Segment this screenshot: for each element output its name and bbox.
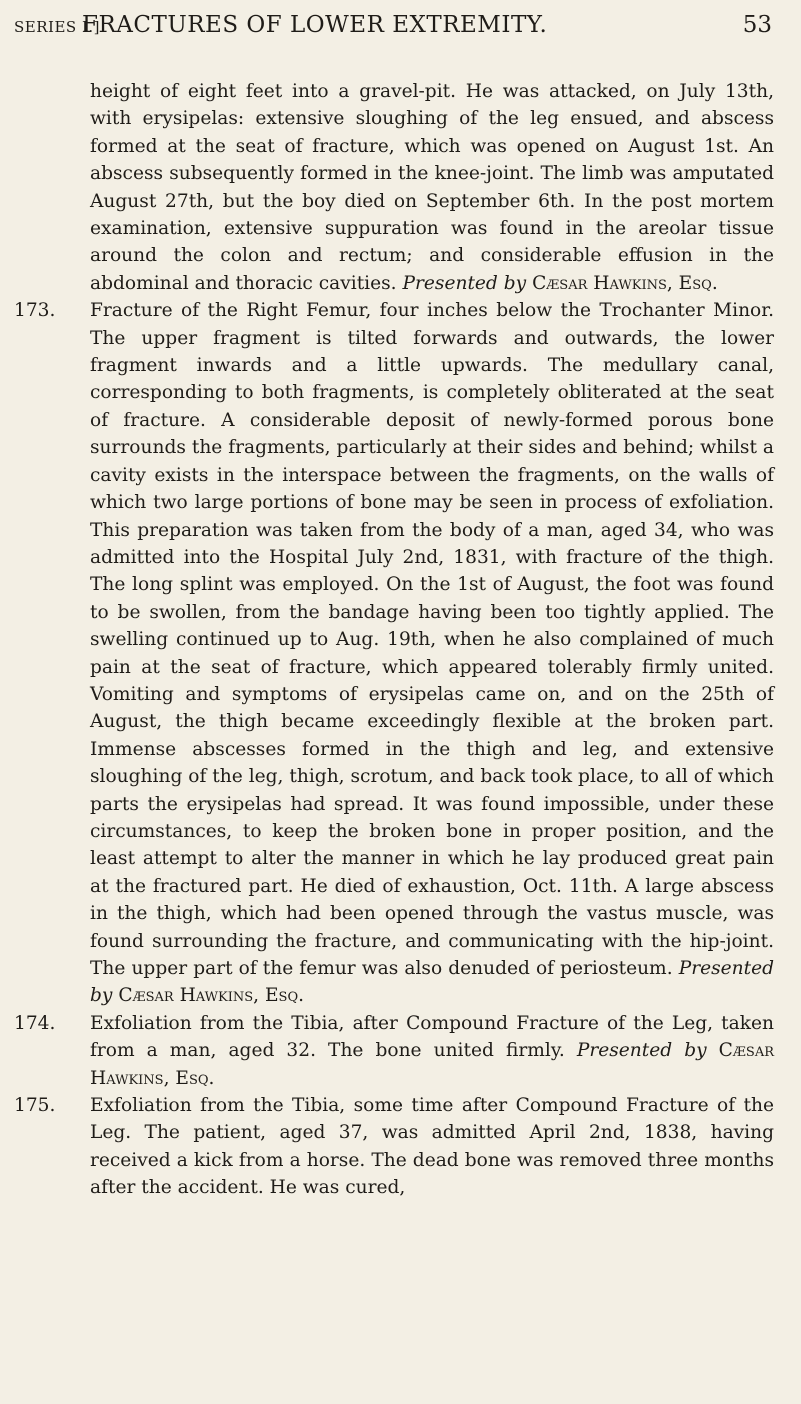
entry-text: Exfoliation from the Tibia, after Compound Fracture of the Leg, taken from a man, aged 32. The bone united firmly.: [90, 1012, 774, 1062]
entry-text: Exfoliation from the Tibia, some time after Compound Fracture of the Leg. The patient, aged 37, was admitted April 2nd, 1838, having received a kick from a horse. The dead bone was removed three months after the accident. He was cured,: [90, 1095, 774, 1199]
presented-by: Presented by: [402, 272, 527, 294]
entry-173: [14, 297, 774, 1010]
entry-text: height of eight feet into a gravel-pit. He was attacked, on July 13th, with erysipelas: extensive sloughing of the leg ensued, and abscess formed at the seat of fracture, which was opened on August 1st. An abscess subsequently formed in the knee-joint. The limb was amputated August 27th, but the boy died on September 6th. In the post mortem examination, extensive suppuration was found in the areolar tissue around the colon and rectum; and considerable effusion in the abdominal and thoracic cavities.: [90, 81, 774, 294]
entry-175: [14, 1092, 774, 1202]
running-header: [14, 10, 772, 50]
entry-paragraph: [90, 78, 774, 297]
entry-paragraph: [90, 297, 774, 1010]
entry-text: Fracture of the Right Femur, four inches below the Trochanter Minor. The upper fragment is tilted forwards and outwards, the lower fragment inwards and a little upwards. The medullary canal, corresponding to both fragments, is completely obliterated at the seat of fracture. A considerable deposit of newly-formed porous bone surrounds the fragments, particularly at their sides and behind; whilst a cavity exists in the interspace between the fragments, on the walls of which two large portions of bone may be seen in process of exfoliation. This preparation was taken from the body of a man, aged 34, who was admitted into the Hospital July 2nd, 1831, with fracture of the thigh. The long splint was employed. On the 1st of August, the foot was found to be swollen, from the bandage having been too tightly applied. The swelling continued up to Aug. 19th, when he also complained of much pain at the seat of fracture, which appeared tolerably firmly united. Vomiting and symptoms of erysipelas came on, and on the 25th of August, the thigh became exceedingly flexible at the broken part. Immense abscesses formed in the thigh and leg, and extensive sloughing of the leg, thigh, scrotum, and back took place, to all of which parts the erysipelas had spread. It was found impossible, under these circumstances, to keep the broken bone in proper position, and the least attempt to alter the manner in which he lay produced great pain at the fractured part. He died of exhaustion, Oct. 11th. A large abscess in the thigh, which had been opened through the vastus muscle, was found surrounding the fracture, and communicating with the hip-joint. The upper part of the femur was also denuded of periosteum.: [90, 300, 774, 979]
entry-number: 174.: [14, 1012, 56, 1034]
entry-number: 175.: [14, 1095, 56, 1117]
entry-paragraph: [90, 1010, 774, 1092]
entry-continuation: [14, 78, 774, 297]
donor-name: Cæsar Hawkins, Esq.: [532, 272, 718, 294]
page-body: [14, 78, 774, 1202]
presented-by: Presented by: [576, 1040, 707, 1062]
entry-174: [14, 1010, 774, 1092]
entry-paragraph: [90, 1092, 774, 1202]
donor-name: Cæsar Hawkins, Esq.: [118, 985, 305, 1007]
series-label: SERIES I.]: [14, 18, 100, 36]
presented-by: Presented by: [90, 958, 774, 1007]
entry-number: 173.: [14, 300, 56, 322]
donor-name: Cæsar Hawkins, Esq.: [90, 1040, 774, 1089]
running-title: FRACTURES OF LOWER EXTREMITY.: [82, 12, 548, 38]
page-number: 53: [742, 12, 772, 38]
